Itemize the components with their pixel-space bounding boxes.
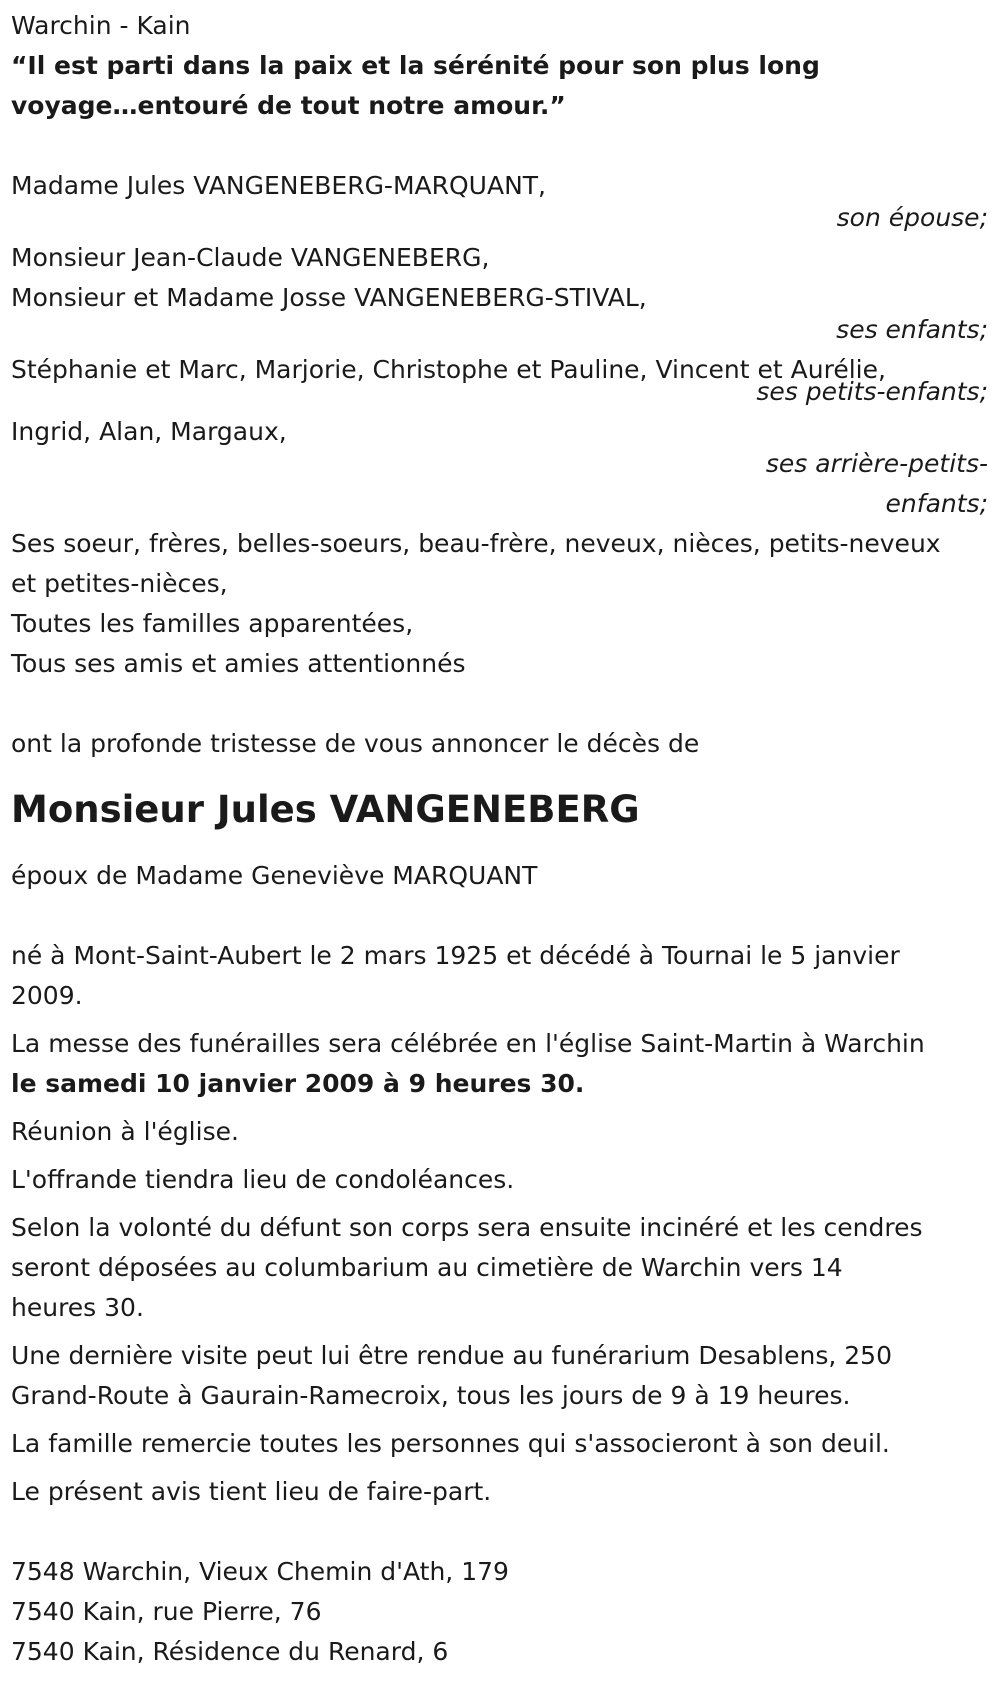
spouse-of: époux de Madame Geneviève MARQUANT [11, 861, 538, 890]
spouse-name: Madame Jules VANGENEBERG-MARQUANT, [11, 171, 546, 200]
spacer [11, 126, 1000, 166]
cremation-line-1: Selon la volonté du défunt son corps sera ensuite incinéré et les cendres [11, 1213, 923, 1242]
spacer [11, 684, 1000, 724]
notice-info: Le présent avis tient lieu de faire-part. [11, 1477, 492, 1506]
spacer [11, 1152, 1000, 1160]
child-1: Monsieur Jean-Claude VANGENEBERG, [11, 243, 490, 272]
siblings-line-2: et petites-nièces, [11, 569, 228, 598]
spacer [11, 1512, 1000, 1552]
address-3: 7540 Kain, Résidence du Renard, 6 [11, 1637, 449, 1666]
cremation-line-3: heures 30. [11, 1293, 144, 1322]
meeting-info: Réunion à l'église. [11, 1117, 239, 1146]
visit-line-2: Grand-Route à Gaurain-Ramecroix, tous les jours de 9 à 19 heures. [11, 1381, 851, 1410]
spacer [11, 1104, 1000, 1112]
address-2: 7540 Kain, rue Pierre, 76 [11, 1597, 322, 1626]
birth-death-line-2: 2009. [11, 981, 83, 1010]
grandchildren: Stéphanie et Marc, Marjorie, Christophe et Pauline, Vincent et Aurélie, [11, 355, 886, 384]
offering-info: L'offrande tiendra lieu de condoléances. [11, 1165, 515, 1194]
address-1: 7548 Warchin, Vieux Chemin d'Ath, 179 [11, 1557, 509, 1586]
spacer [11, 1200, 1000, 1208]
deceased-name: Monsieur Jules VANGENEBERG [11, 788, 640, 831]
spacer [11, 1416, 1000, 1424]
child-2: Monsieur et Madame Josse VANGENEBERG-STIVAL, [11, 283, 647, 312]
grandchildren-role: ses petits-enfants; [756, 377, 988, 406]
related-families: Toutes les familles apparentées, [11, 609, 414, 638]
children-role: ses enfants; [836, 315, 988, 344]
friends: Tous ses amis et amies attentionnés [11, 649, 466, 678]
great-grandchildren: Ingrid, Alan, Margaux, [11, 417, 287, 446]
spacer [11, 1016, 1000, 1024]
spacer [11, 1328, 1000, 1336]
quote-line-1: “Il est parti dans la paix et la sérénité pour son plus long [11, 51, 820, 80]
birth-death-line-1: né à Mont-Saint-Aubert le 2 mars 1925 et décédé à Tournai le 5 janvier [11, 941, 900, 970]
mass-line: La messe des funérailles sera célébrée en l'église Saint-Martin à Warchin [11, 1029, 925, 1058]
cremation-line-2: seront déposées au columbarium au cimetière de Warchin vers 14 [11, 1253, 843, 1282]
great-grandchildren-role-1: ses arrière-petits- [765, 449, 988, 478]
location-header: Warchin - Kain [11, 11, 191, 40]
thanks-info: La famille remercie toutes les personnes qui s'associeront à son deuil. [11, 1429, 890, 1458]
spacer [11, 896, 1000, 936]
quote-line-2: voyage…entouré de tout notre amour.” [11, 91, 566, 120]
mass-date: le samedi 10 janvier 2009 à 9 heures 30. [11, 1069, 585, 1098]
spacer [11, 1464, 1000, 1472]
spouse-role: son épouse; [836, 203, 988, 232]
visit-line-1: Une dernière visite peut lui être rendue au funérarium Desablens, 250 [11, 1341, 892, 1370]
siblings-line-1: Ses soeur, frères, belles-soeurs, beau-frère, neveux, nièces, petits-neveux [11, 529, 941, 558]
announcement-intro: ont la profonde tristesse de vous annoncer le décès de [11, 729, 700, 758]
great-grandchildren-role-2: enfants; [885, 489, 988, 518]
